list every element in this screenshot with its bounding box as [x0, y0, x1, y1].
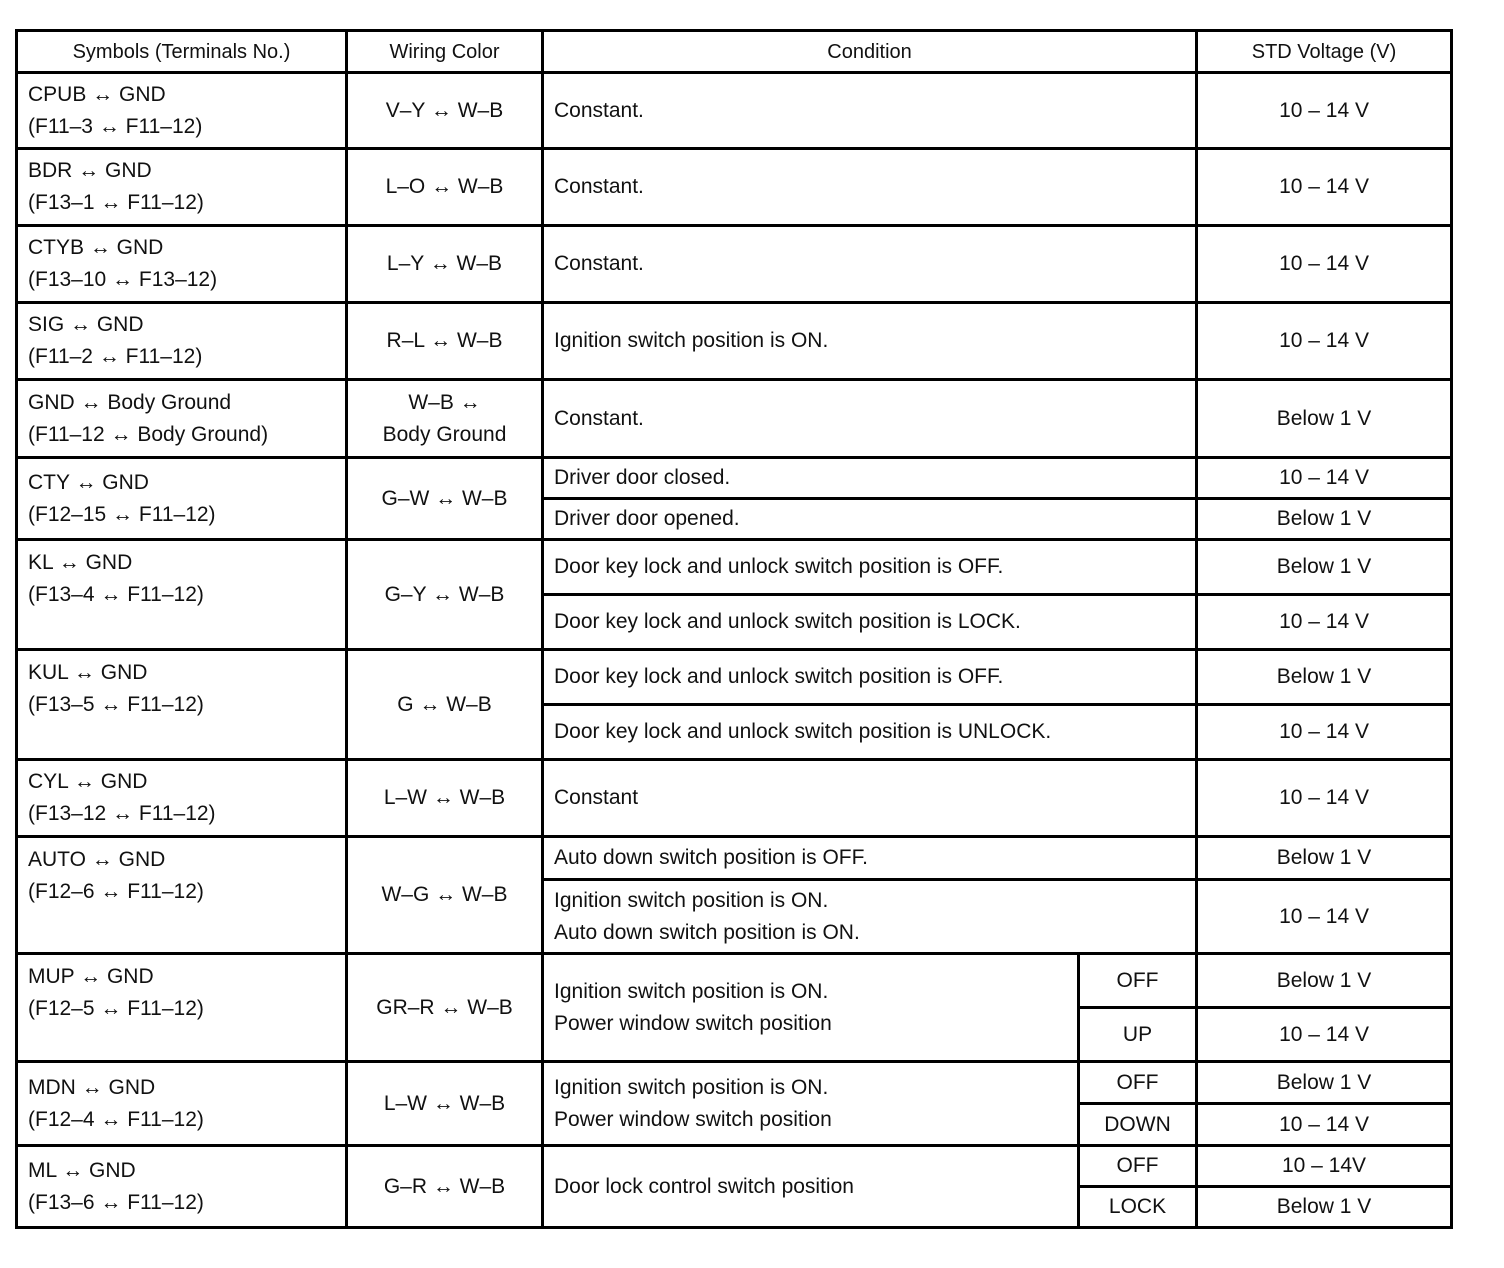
- wiring-cell: L–W ↔ W–B: [347, 760, 543, 837]
- symbol-cell: ML ↔ GND (F13–6 ↔ F11–12): [17, 1146, 347, 1228]
- condition-cell: Auto down switch position is OFF.: [543, 837, 1197, 880]
- voltage-cell: 10 – 14 V: [1197, 303, 1452, 380]
- voltage-cell: Below 1 V: [1197, 499, 1452, 540]
- header-condition: Condition: [543, 31, 1197, 73]
- condition-cell: Ignition switch position is ON. Auto down switch position is ON.: [543, 880, 1197, 954]
- condition-cell: Constant: [543, 760, 1197, 837]
- wiring-cell: GR–R ↔ W–B: [347, 954, 543, 1062]
- switch-position-cell: OFF: [1079, 954, 1197, 1008]
- symbol-cell: CTY ↔ GND (F12–15 ↔ F11–12): [17, 458, 347, 540]
- table-row: [17, 458, 1452, 499]
- symbol-cell: CTYB ↔ GND (F13–10 ↔ F13–12): [17, 226, 347, 303]
- voltage-cell: Below 1 V: [1197, 540, 1452, 595]
- table-row: [17, 1062, 1452, 1104]
- symbol-cell: CPUB ↔ GND (F11–3 ↔ F11–12): [17, 73, 347, 149]
- voltage-cell: Below 1 V: [1197, 1062, 1452, 1104]
- condition-cell: Constant.: [543, 380, 1197, 458]
- condition-cell: Constant.: [543, 73, 1197, 149]
- voltage-cell: Below 1 V: [1197, 954, 1452, 1008]
- wiring-cell: L–W ↔ W–B: [347, 1062, 543, 1146]
- wiring-cell: G ↔ W–B: [347, 650, 543, 760]
- symbol-cell: KUL ↔ GND (F13–5 ↔ F11–12): [17, 650, 347, 760]
- wiring-cell: L–Y ↔ W–B: [347, 226, 543, 303]
- table-row: [17, 73, 1452, 149]
- table-row: [17, 540, 1452, 595]
- wiring-cell: W–G ↔ W–B: [347, 837, 543, 954]
- condition-cell: Door key lock and unlock switch position is OFF.: [543, 540, 1197, 595]
- header-symbols: Symbols (Terminals No.): [17, 31, 347, 73]
- wiring-cell: L–O ↔ W–B: [347, 149, 543, 226]
- voltage-cell: 10 – 14 V: [1197, 595, 1452, 650]
- condition-cell: Ignition switch position is ON. Power window switch position: [543, 954, 1079, 1062]
- voltage-cell: 10 – 14 V: [1197, 880, 1452, 954]
- switch-position-cell: OFF: [1079, 1062, 1197, 1104]
- wiring-cell: R–L ↔ W–B: [347, 303, 543, 380]
- header-std-voltage: STD Voltage (V): [1197, 31, 1452, 73]
- condition-cell: Constant.: [543, 149, 1197, 226]
- voltage-cell: Below 1 V: [1197, 380, 1452, 458]
- wiring-cell: V–Y ↔ W–B: [347, 73, 543, 149]
- switch-position-cell: OFF: [1079, 1146, 1197, 1187]
- table-row: [17, 303, 1452, 380]
- symbol-cell: KL ↔ GND (F13–4 ↔ F11–12): [17, 540, 347, 650]
- voltage-cell: 10 – 14 V: [1197, 1104, 1452, 1146]
- voltage-cell: Below 1 V: [1197, 1187, 1452, 1228]
- table-row: [17, 380, 1452, 458]
- condition-cell: Constant.: [543, 226, 1197, 303]
- voltage-cell: Below 1 V: [1197, 650, 1452, 705]
- table-row: [17, 650, 1452, 705]
- symbol-cell: MDN ↔ GND (F12–4 ↔ F11–12): [17, 1062, 347, 1146]
- voltage-cell: 10 – 14 V: [1197, 705, 1452, 760]
- symbol-cell: SIG ↔ GND (F11–2 ↔ F11–12): [17, 303, 347, 380]
- voltage-cell: 10 – 14 V: [1197, 149, 1452, 226]
- condition-cell: Door key lock and unlock switch position is LOCK.: [543, 595, 1197, 650]
- voltage-cell: 10 – 14 V: [1197, 1008, 1452, 1062]
- table-row: [17, 760, 1452, 837]
- terminal-voltage-table: [15, 29, 1453, 1229]
- symbol-cell: AUTO ↔ GND (F12–6 ↔ F11–12): [17, 837, 347, 954]
- symbol-cell: BDR ↔ GND (F13–1 ↔ F11–12): [17, 149, 347, 226]
- symbol-cell: GND ↔ Body Ground (F11–12 ↔ Body Ground): [17, 380, 347, 458]
- switch-position-cell: LOCK: [1079, 1187, 1197, 1228]
- condition-cell: Door key lock and unlock switch position is OFF.: [543, 650, 1197, 705]
- wiring-cell: G–R ↔ W–B: [347, 1146, 543, 1228]
- table-row: [17, 954, 1452, 1008]
- voltage-cell: 10 – 14 V: [1197, 760, 1452, 837]
- header-row: [17, 31, 1452, 73]
- switch-position-cell: UP: [1079, 1008, 1197, 1062]
- condition-cell: Ignition switch position is ON.: [543, 303, 1197, 380]
- wiring-cell: G–Y ↔ W–B: [347, 540, 543, 650]
- voltage-cell: 10 – 14 V: [1197, 458, 1452, 499]
- condition-cell: Door key lock and unlock switch position is UNLOCK.: [543, 705, 1197, 760]
- table-row: [17, 149, 1452, 226]
- voltage-cell: 10 – 14 V: [1197, 73, 1452, 149]
- voltage-cell: 10 – 14V: [1197, 1146, 1452, 1187]
- header-wiring-color: Wiring Color: [347, 31, 543, 73]
- condition-cell: Ignition switch position is ON. Power window switch position: [543, 1062, 1079, 1146]
- voltage-cell: Below 1 V: [1197, 837, 1452, 880]
- condition-cell: Driver door opened.: [543, 499, 1197, 540]
- wiring-cell: W–B ↔ Body Ground: [347, 380, 543, 458]
- voltage-cell: 10 – 14 V: [1197, 226, 1452, 303]
- wiring-cell: G–W ↔ W–B: [347, 458, 543, 540]
- symbol-cell: CYL ↔ GND (F13–12 ↔ F11–12): [17, 760, 347, 837]
- symbol-cell: MUP ↔ GND (F12–5 ↔ F11–12): [17, 954, 347, 1062]
- condition-cell: Driver door closed.: [543, 458, 1197, 499]
- switch-position-cell: DOWN: [1079, 1104, 1197, 1146]
- table-row: [17, 837, 1452, 880]
- table-row: [17, 1146, 1452, 1187]
- condition-cell: Door lock control switch position: [543, 1146, 1079, 1228]
- table-row: [17, 226, 1452, 303]
